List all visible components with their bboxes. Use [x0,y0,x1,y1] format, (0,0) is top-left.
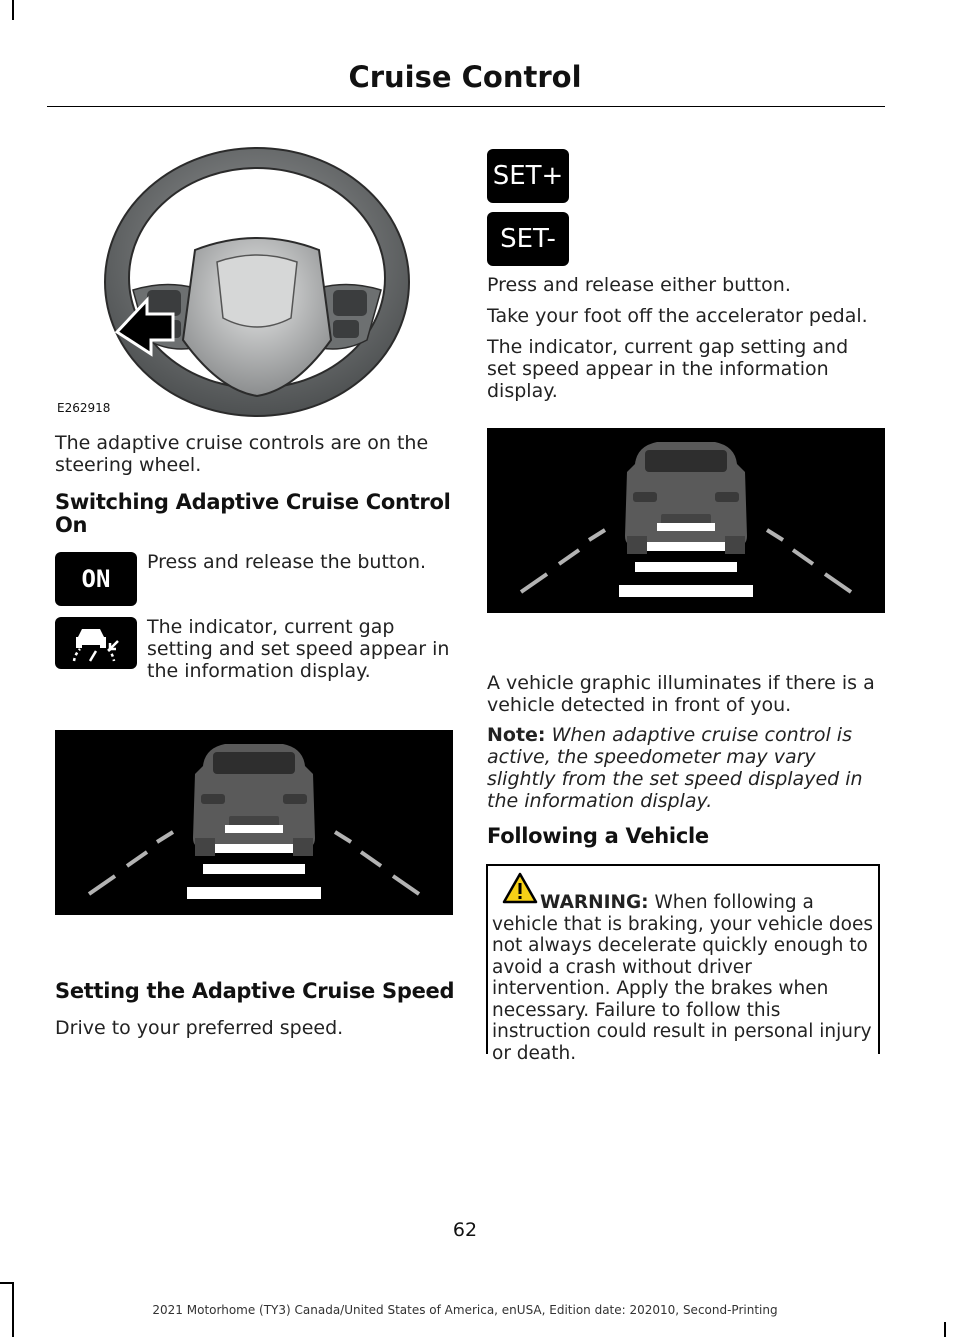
warning-text: When following a vehicle that is braking, your vehicle does not always decelerate quickly enough to avoid a crash without driver intervention. Apply the brakes when necessary. Failure to follow this instruction could result in personal injury or death. [492,892,873,1064]
step-foot-off: Take your foot off the accelerator pedal. [487,305,868,327]
set-minus-button-icon [487,212,569,266]
page-title: Cruise Control [348,60,582,94]
step-indicator-right: The indicator, current gap setting and set speed appear in the information display. [487,336,849,402]
step-press-either: Press and release either button. [487,274,791,296]
step-drive: Drive to your preferred speed. [55,1017,344,1039]
steering-wheel-icon [55,140,455,422]
vehicle-graphic-text: A vehicle graphic illuminates if there is a vehicle detected in front of you. [487,672,875,716]
caption-controls: The adaptive cruise controls are on the steering wheel. [55,432,429,476]
heading-setting-speed: Setting the Adaptive Cruise Speed [55,979,455,1003]
lead-vehicle-display-icon [55,730,453,915]
step-press-release: Press and release the button. [147,551,427,573]
on-button-icon [55,552,137,606]
warning-triangle-icon [502,872,538,904]
crop-mark-bottom-right [944,1322,946,1337]
car-gauge-icon [66,623,126,663]
on-button-label: ON [81,565,111,593]
set-minus-label: SET- [500,224,556,254]
warning-label: WARNING: [540,892,649,913]
steering-wheel-figure [55,140,455,422]
warning-content [492,892,874,1064]
display-graphic-left [55,730,453,915]
step-indicator-left: The indicator, current gap setting and set speed appear in the information display. [147,616,450,682]
set-plus-button-icon [487,149,569,203]
display-graphic-right [487,428,885,613]
header-rule [47,106,885,107]
note-label: Note: [487,724,546,746]
note-block [487,724,879,812]
figure-code: E262918 [57,401,111,415]
heading-switching-on: Switching Adaptive Cruise Control On [55,490,451,537]
note-text: When adaptive cruise control is active, the speedometer may vary slightly from the set speed displayed in the information display. [487,724,863,812]
crop-mark-bottom-left-h [0,1282,14,1284]
adaptive-cruise-indicator-icon [55,617,137,669]
crop-mark-top-left [12,0,14,20]
lead-vehicle-display-icon [487,428,885,613]
edition-line: 2021 Motorhome (TY3) Canada/United States of America, enUSA, Edition date: 202010, Second-Printing [152,1303,778,1317]
heading-following: Following a Vehicle [487,824,709,848]
set-plus-label: SET+ [492,161,564,191]
page-number: 62 [452,1219,478,1241]
